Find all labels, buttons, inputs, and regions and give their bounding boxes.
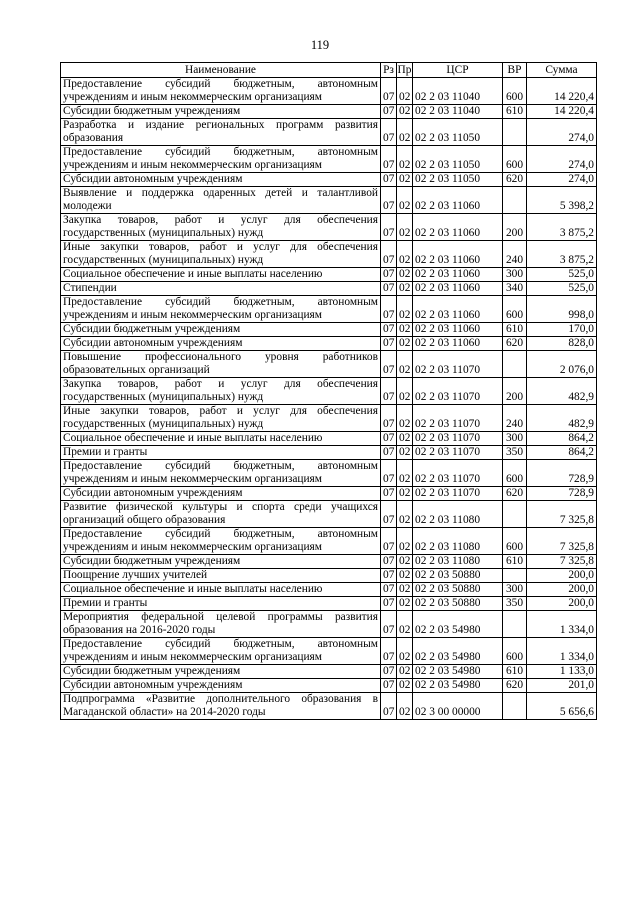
- table-row: [61, 460, 597, 487]
- cell-pr: 02: [397, 583, 413, 597]
- cell-name: Субсидии бюджетным учреждениям: [61, 665, 381, 679]
- cell-pr: 02: [397, 187, 413, 214]
- cell-csr: 02 2 03 11080: [413, 501, 503, 528]
- cell-name: Предоставление субсидий бюджетным, автономным учреждениям и иным некоммерческим организациям: [61, 78, 381, 105]
- cell-name: Предоставление субсидий бюджетным, автономным учреждениям и иным некоммерческим организациям: [61, 146, 381, 173]
- cell-pr: 02: [397, 693, 413, 720]
- cell-vr: [503, 119, 527, 146]
- cell-name: Социальное обеспечение и иные выплаты населению: [61, 583, 381, 597]
- cell-sum: 864,2: [527, 446, 597, 460]
- cell-rz: 07: [381, 487, 397, 501]
- cell-csr: 02 2 03 11060: [413, 268, 503, 282]
- table-row: [61, 555, 597, 569]
- cell-pr: 02: [397, 214, 413, 241]
- cell-rz: 07: [381, 693, 397, 720]
- cell-sum: 201,0: [527, 679, 597, 693]
- cell-pr: 02: [397, 241, 413, 268]
- cell-pr: 02: [397, 501, 413, 528]
- cell-pr: 02: [397, 378, 413, 405]
- table-row: [61, 119, 597, 146]
- table-row: [61, 337, 597, 351]
- cell-pr: 02: [397, 611, 413, 638]
- cell-vr: 350: [503, 597, 527, 611]
- cell-rz: 07: [381, 241, 397, 268]
- cell-name: Субсидии автономным учреждениям: [61, 337, 381, 351]
- table-row: [61, 569, 597, 583]
- cell-pr: 02: [397, 597, 413, 611]
- cell-name: Стипендии: [61, 282, 381, 296]
- cell-vr: [503, 187, 527, 214]
- cell-pr: 02: [397, 405, 413, 432]
- cell-pr: 02: [397, 105, 413, 119]
- cell-csr: 02 2 03 11070: [413, 351, 503, 378]
- cell-sum: 5 398,2: [527, 187, 597, 214]
- cell-name: Закупка товаров, работ и услуг для обеспечения государственных (муниципальных) нужд: [61, 214, 381, 241]
- cell-name: Социальное обеспечение и иные выплаты населению: [61, 432, 381, 446]
- cell-rz: 07: [381, 665, 397, 679]
- cell-csr: 02 2 03 11060: [413, 337, 503, 351]
- table-row: [61, 611, 597, 638]
- table-row: [61, 268, 597, 282]
- header-csr: ЦСР: [413, 63, 503, 78]
- header-rz: Рз: [381, 63, 397, 78]
- cell-pr: 02: [397, 432, 413, 446]
- cell-sum: 7 325,8: [527, 555, 597, 569]
- cell-sum: 14 220,4: [527, 105, 597, 119]
- cell-name: Субсидии бюджетным учреждениям: [61, 555, 381, 569]
- cell-rz: 07: [381, 446, 397, 460]
- cell-name: Субсидии автономным учреждениям: [61, 487, 381, 501]
- table-row: [61, 583, 597, 597]
- cell-rz: 07: [381, 405, 397, 432]
- cell-rz: 07: [381, 105, 397, 119]
- cell-csr: 02 2 03 11070: [413, 378, 503, 405]
- cell-rz: 07: [381, 282, 397, 296]
- cell-name: Социальное обеспечение и иные выплаты населению: [61, 268, 381, 282]
- table-row: [61, 105, 597, 119]
- cell-vr: 620: [503, 487, 527, 501]
- cell-name: Субсидии автономным учреждениям: [61, 173, 381, 187]
- cell-csr: 02 2 03 11070: [413, 487, 503, 501]
- cell-csr: 02 3 00 00000: [413, 693, 503, 720]
- cell-name: Предоставление субсидий бюджетным, автономным учреждениям и иным некоммерческим организациям: [61, 296, 381, 323]
- cell-vr: 610: [503, 555, 527, 569]
- cell-sum: 274,0: [527, 173, 597, 187]
- table-body: [61, 78, 597, 720]
- cell-rz: 07: [381, 597, 397, 611]
- cell-vr: 300: [503, 432, 527, 446]
- cell-rz: 07: [381, 268, 397, 282]
- table-row: [61, 693, 597, 720]
- cell-rz: 07: [381, 555, 397, 569]
- cell-pr: 02: [397, 446, 413, 460]
- cell-sum: 482,9: [527, 405, 597, 432]
- cell-csr: 02 2 03 11080: [413, 555, 503, 569]
- cell-name: Повышение профессионального уровня работников образовательных организаций: [61, 351, 381, 378]
- cell-csr: 02 2 03 11070: [413, 460, 503, 487]
- table-row: [61, 501, 597, 528]
- cell-rz: 07: [381, 611, 397, 638]
- cell-sum: 3 875,2: [527, 241, 597, 268]
- header-sum: Сумма: [527, 63, 597, 78]
- cell-vr: 200: [503, 378, 527, 405]
- cell-csr: 02 2 03 11070: [413, 405, 503, 432]
- cell-pr: 02: [397, 146, 413, 173]
- cell-csr: 02 2 03 11060: [413, 282, 503, 296]
- cell-csr: 02 2 03 11060: [413, 241, 503, 268]
- cell-sum: 525,0: [527, 282, 597, 296]
- cell-name: Иные закупки товаров, работ и услуг для обеспечения государственных (муниципальных) нужд: [61, 241, 381, 268]
- cell-csr: 02 2 03 11040: [413, 105, 503, 119]
- cell-pr: 02: [397, 460, 413, 487]
- cell-sum: 274,0: [527, 119, 597, 146]
- cell-sum: 728,9: [527, 487, 597, 501]
- cell-vr: 600: [503, 146, 527, 173]
- table-row: [61, 405, 597, 432]
- cell-name: Развитие физической культуры и спорта среди учащихся организаций общего образования: [61, 501, 381, 528]
- cell-sum: 14 220,4: [527, 78, 597, 105]
- cell-rz: 07: [381, 351, 397, 378]
- cell-csr: 02 2 03 50880: [413, 597, 503, 611]
- cell-name: Иные закупки товаров, работ и услуг для обеспечения государственных (муниципальных) нужд: [61, 405, 381, 432]
- cell-pr: 02: [397, 528, 413, 555]
- cell-pr: 02: [397, 282, 413, 296]
- cell-pr: 02: [397, 323, 413, 337]
- cell-vr: [503, 611, 527, 638]
- cell-name: Поощрение лучших учителей: [61, 569, 381, 583]
- cell-vr: 600: [503, 638, 527, 665]
- cell-sum: 274,0: [527, 146, 597, 173]
- page-number: 119: [310, 38, 330, 52]
- cell-rz: 07: [381, 187, 397, 214]
- cell-name: Премии и гранты: [61, 597, 381, 611]
- cell-vr: 300: [503, 583, 527, 597]
- cell-vr: [503, 693, 527, 720]
- cell-vr: 610: [503, 665, 527, 679]
- cell-vr: 340: [503, 282, 527, 296]
- cell-rz: 07: [381, 173, 397, 187]
- cell-sum: 864,2: [527, 432, 597, 446]
- cell-sum: 1 334,0: [527, 611, 597, 638]
- cell-pr: 02: [397, 173, 413, 187]
- cell-pr: 02: [397, 555, 413, 569]
- cell-sum: 200,0: [527, 569, 597, 583]
- cell-sum: 828,0: [527, 337, 597, 351]
- cell-rz: 07: [381, 119, 397, 146]
- table-row: [61, 597, 597, 611]
- table-row: [61, 487, 597, 501]
- table-row: [61, 296, 597, 323]
- cell-sum: 7 325,8: [527, 501, 597, 528]
- cell-name: Предоставление субсидий бюджетным, автономным учреждениям и иным некоммерческим организациям: [61, 638, 381, 665]
- table-row: [61, 78, 597, 105]
- cell-csr: 02 2 03 11080: [413, 528, 503, 555]
- cell-name: Предоставление субсидий бюджетным, автономным учреждениям и иным некоммерческим организациям: [61, 528, 381, 555]
- cell-sum: 1 334,0: [527, 638, 597, 665]
- table-row: [61, 638, 597, 665]
- cell-sum: 200,0: [527, 597, 597, 611]
- cell-sum: 1 133,0: [527, 665, 597, 679]
- cell-pr: 02: [397, 638, 413, 665]
- cell-vr: 610: [503, 105, 527, 119]
- header-name: Наименование: [61, 63, 381, 78]
- cell-pr: 02: [397, 78, 413, 105]
- table-row: [61, 173, 597, 187]
- cell-pr: 02: [397, 268, 413, 282]
- table-row: [61, 378, 597, 405]
- cell-sum: 998,0: [527, 296, 597, 323]
- cell-name: Выявление и поддержка одаренных детей и талантливой молодежи: [61, 187, 381, 214]
- cell-vr: 240: [503, 405, 527, 432]
- cell-vr: 300: [503, 268, 527, 282]
- cell-rz: 07: [381, 432, 397, 446]
- cell-vr: [503, 501, 527, 528]
- cell-csr: 02 2 03 11060: [413, 323, 503, 337]
- cell-csr: 02 2 03 11060: [413, 214, 503, 241]
- cell-rz: 07: [381, 214, 397, 241]
- cell-pr: 02: [397, 337, 413, 351]
- cell-name: Субсидии бюджетным учреждениям: [61, 105, 381, 119]
- cell-sum: 170,0: [527, 323, 597, 337]
- table-row: [61, 146, 597, 173]
- cell-rz: 07: [381, 638, 397, 665]
- cell-vr: 620: [503, 337, 527, 351]
- cell-vr: 600: [503, 296, 527, 323]
- table-row: [61, 241, 597, 268]
- table-row: [61, 528, 597, 555]
- cell-csr: 02 2 03 50880: [413, 583, 503, 597]
- header-vr: ВР: [503, 63, 527, 78]
- cell-csr: 02 2 03 11050: [413, 119, 503, 146]
- cell-name: Премии и гранты: [61, 446, 381, 460]
- cell-vr: [503, 569, 527, 583]
- cell-csr: 02 2 03 11050: [413, 146, 503, 173]
- cell-pr: 02: [397, 679, 413, 693]
- cell-rz: 07: [381, 528, 397, 555]
- cell-csr: 02 2 03 11040: [413, 78, 503, 105]
- cell-sum: 7 325,8: [527, 528, 597, 555]
- cell-name: Закупка товаров, работ и услуг для обеспечения государственных (муниципальных) нужд: [61, 378, 381, 405]
- cell-vr: 600: [503, 78, 527, 105]
- table-row: [61, 665, 597, 679]
- cell-name: Субсидии бюджетным учреждениям: [61, 323, 381, 337]
- cell-sum: 482,9: [527, 378, 597, 405]
- cell-csr: 02 2 03 11070: [413, 432, 503, 446]
- cell-name: Подпрограмма «Развитие дополнительного образования в Магаданской области» на 2014-2020 годы: [61, 693, 381, 720]
- cell-csr: 02 2 03 54980: [413, 679, 503, 693]
- cell-csr: 02 2 03 54980: [413, 665, 503, 679]
- cell-rz: 07: [381, 569, 397, 583]
- table-row: [61, 323, 597, 337]
- cell-name: Мероприятия федеральной целевой программы развития образования на 2016-2020 годы: [61, 611, 381, 638]
- table-row: [61, 432, 597, 446]
- cell-vr: [503, 351, 527, 378]
- cell-pr: 02: [397, 569, 413, 583]
- cell-csr: 02 2 03 54980: [413, 638, 503, 665]
- table-row: [61, 187, 597, 214]
- table-row: [61, 282, 597, 296]
- cell-rz: 07: [381, 296, 397, 323]
- table-row: [61, 214, 597, 241]
- cell-vr: 240: [503, 241, 527, 268]
- cell-rz: 07: [381, 583, 397, 597]
- cell-pr: 02: [397, 665, 413, 679]
- cell-sum: 3 875,2: [527, 214, 597, 241]
- table-row: [61, 446, 597, 460]
- cell-rz: 07: [381, 378, 397, 405]
- cell-rz: 07: [381, 323, 397, 337]
- cell-vr: 200: [503, 214, 527, 241]
- cell-vr: 600: [503, 460, 527, 487]
- cell-vr: 350: [503, 446, 527, 460]
- cell-csr: 02 2 03 50880: [413, 569, 503, 583]
- cell-sum: 5 656,6: [527, 693, 597, 720]
- cell-pr: 02: [397, 351, 413, 378]
- cell-rz: 07: [381, 337, 397, 351]
- budget-table: [60, 62, 597, 720]
- cell-sum: 2 076,0: [527, 351, 597, 378]
- cell-csr: 02 2 03 54980: [413, 611, 503, 638]
- cell-rz: 07: [381, 679, 397, 693]
- cell-vr: 620: [503, 173, 527, 187]
- cell-name: Предоставление субсидий бюджетным, автономным учреждениям и иным некоммерческим организациям: [61, 460, 381, 487]
- cell-sum: 200,0: [527, 583, 597, 597]
- cell-name: Субсидии автономным учреждениям: [61, 679, 381, 693]
- cell-rz: 07: [381, 78, 397, 105]
- cell-sum: 525,0: [527, 268, 597, 282]
- cell-sum: 728,9: [527, 460, 597, 487]
- table-row: [61, 679, 597, 693]
- cell-rz: 07: [381, 501, 397, 528]
- table-header-row: [61, 63, 597, 78]
- cell-rz: 07: [381, 460, 397, 487]
- cell-csr: 02 2 03 11060: [413, 296, 503, 323]
- cell-pr: 02: [397, 296, 413, 323]
- cell-rz: 07: [381, 146, 397, 173]
- cell-name: Разработка и издание региональных программ развития образования: [61, 119, 381, 146]
- cell-csr: 02 2 03 11060: [413, 187, 503, 214]
- cell-csr: 02 2 03 11070: [413, 446, 503, 460]
- cell-pr: 02: [397, 487, 413, 501]
- cell-csr: 02 2 03 11050: [413, 173, 503, 187]
- header-pr: Пр: [397, 63, 412, 76]
- cell-vr: 610: [503, 323, 527, 337]
- cell-vr: 600: [503, 528, 527, 555]
- cell-pr: 02: [397, 119, 413, 146]
- table-row: [61, 351, 597, 378]
- cell-vr: 620: [503, 679, 527, 693]
